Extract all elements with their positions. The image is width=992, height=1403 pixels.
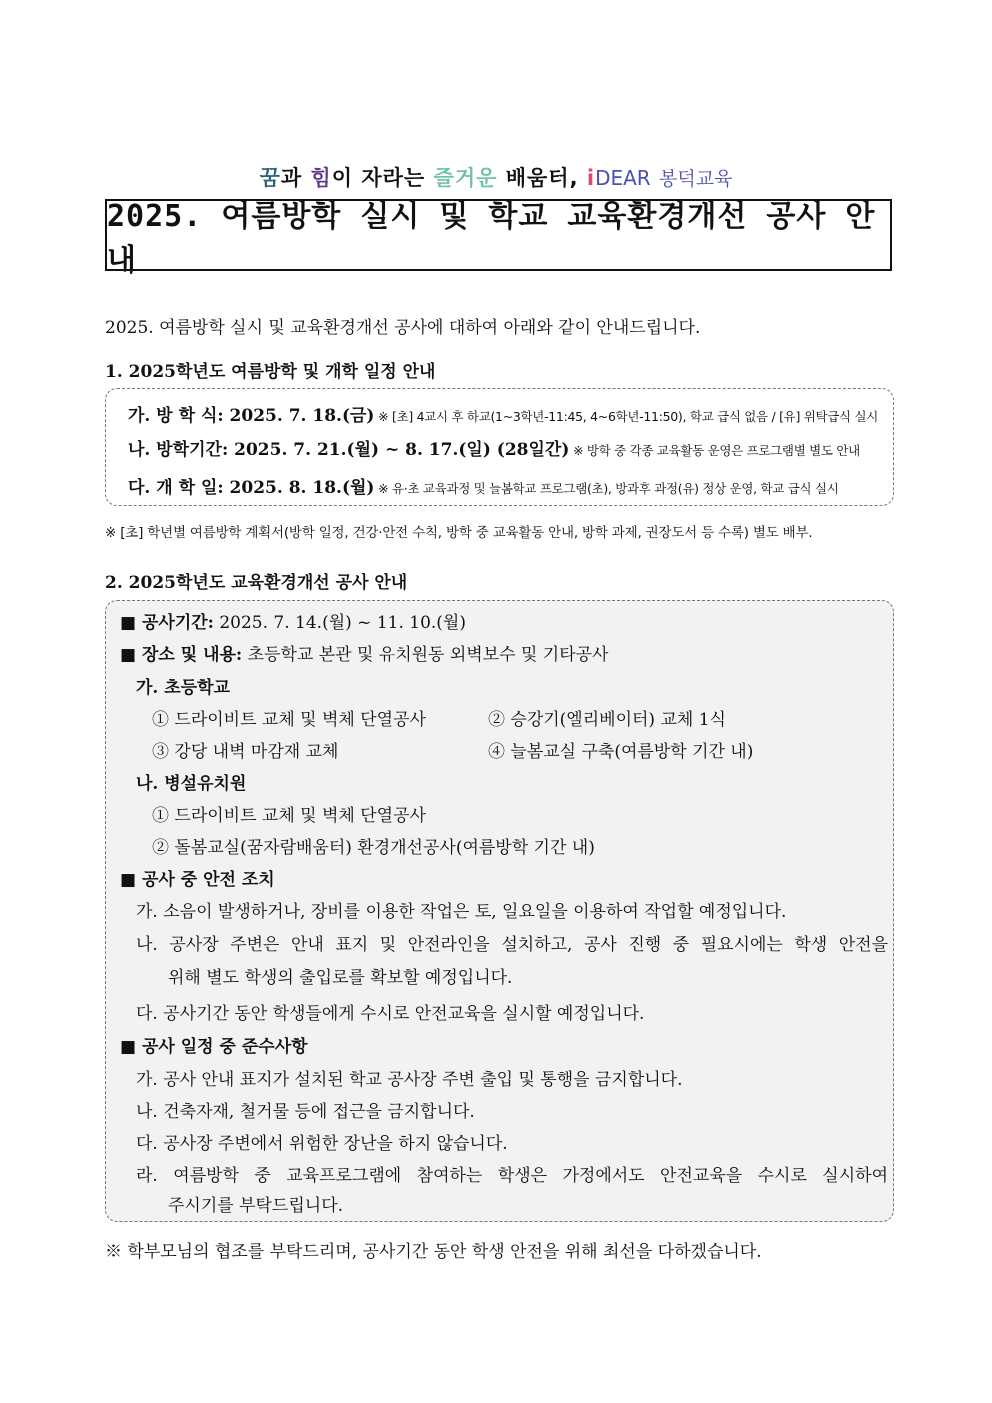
row-note: ※ 방학 중 각종 교육활동 운영은 프로그램별 별도 안내 [569, 443, 860, 458]
elementary-item: ③ 강당 내벽 마감재 교체 [152, 742, 339, 762]
section1-heading: 1. 2025학년도 여름방학 및 개학 일정 안내 [105, 362, 436, 382]
slogan-word-joyful: 즐거운 [433, 166, 498, 190]
row-value: 2025. 8. 18.(월) [223, 478, 375, 498]
rules-item: 나. 건축자재, 철거물 등에 접근을 금지합니다. [136, 1102, 475, 1122]
rules-heading: ■ 공사 일정 중 준수사항 [120, 1037, 308, 1057]
kindergarten-item: ② 돌봄교실(꿈자람배움터) 환경개선공사(여름방학 기간 내) [152, 838, 595, 858]
slogan-text: 배움터, [497, 166, 579, 190]
row-label: 나. 방학기간: [128, 440, 229, 460]
safety-item: 가. 소음이 발생하거나, 장비를 이용한 작업은 토, 일요일을 이용하여 작업할 예정입니다. [136, 902, 787, 922]
rules-item: 가. 공사 안내 표지가 설치된 학교 공사장 주변 출입 및 통행을 금지합니다. [136, 1070, 683, 1090]
construction-place [120, 640, 608, 665]
school-slogan [0, 162, 992, 192]
row-note: ※ 유·초 교육과정 및 늘봄학교 프로그램(초), 방과후 과정(유) 정상 운영, 학교 급식 실시 [374, 481, 839, 496]
kindergarten-item: ① 드라이비트 교체 및 벽체 단열공사 [152, 806, 426, 826]
logo-school-name: 봉덕교육 [659, 168, 733, 190]
period-value: 2025. 7. 14.(월) ~ 11. 10.(월) [213, 613, 466, 633]
row-label: 가. 방 학 식: [128, 406, 224, 426]
schedule-row-opening [128, 473, 839, 498]
elementary-item: ④ 늘봄교실 구축(여름방학 기간 내) [488, 742, 754, 762]
period-label: ■ 공사기간: [120, 613, 214, 633]
closing-note: ※ 학부모님의 협조를 부탁드리며, 공사기간 동안 학생 안전을 위해 최선을 다하겠습니다. [105, 1242, 762, 1262]
schedule-footnote: ※ [초] 학년별 여름방학 계획서(방학 일정, 건강·안전 수칙, 방학 중 교육활동 안내, 방학 과제, 권장도서 등 수록) 별도 배부. [105, 525, 813, 541]
place-label: ■ 장소 및 내용: [120, 645, 243, 665]
schedule-row-period [128, 435, 860, 460]
document-title: 2025. 여름방학 실시 및 학교 교육환경개선 공사 안내 [105, 199, 892, 271]
kindergarten-heading: 나. 병설유치원 [136, 774, 247, 794]
row-value: 2025. 7. 18.(금) [223, 406, 375, 426]
place-value: 초등학교 본관 및 유치원동 외벽보수 및 기타공사 [242, 645, 609, 665]
logo-dear: DEAR [595, 166, 651, 190]
elementary-item: ② 승강기(엘리베이터) 교체 1식 [488, 710, 726, 730]
slogan-word-power: 힘 [310, 166, 332, 190]
logo-i: i [586, 166, 596, 190]
row-value: 2025. 7. 21.(월) ~ 8. 17.(일) (28일간) [228, 440, 570, 460]
slogan-text: 과 [280, 166, 311, 190]
rules-item-continued: 주시기를 부탁드립니다. [168, 1196, 344, 1216]
schedule-row-ceremony [128, 401, 878, 426]
elementary-item: ① 드라이비트 교체 및 벽체 단열공사 [152, 710, 426, 730]
safety-heading: ■ 공사 중 안전 조치 [120, 870, 275, 890]
slogan-word-dream: 꿈 [259, 166, 281, 190]
row-label: 다. 개 학 일: [128, 478, 224, 498]
schedule-box [105, 388, 894, 506]
safety-item: 나. 공사장 주변은 안내 표지 및 안전라인을 설치하고, 공사 진행 중 필요시에는 학생 안전을 [136, 935, 888, 955]
row-note: ※ [초] 4교시 후 하교(1~3학년-11:45, 4~6학년-11:50), 학교 급식 없음 / [유] 위탁급식 실시 [374, 409, 879, 424]
intro-text: 2025. 여름방학 실시 및 교육환경개선 공사에 대하여 아래와 같이 안내드립니다. [105, 318, 701, 338]
rules-item: 다. 공사장 주변에서 위험한 장난을 하지 않습니다. [136, 1134, 508, 1154]
construction-box [105, 600, 894, 1222]
slogan-text: 이 자라는 [331, 166, 434, 190]
elementary-heading: 가. 초등학교 [136, 678, 230, 698]
construction-period [120, 608, 466, 633]
rules-item: 라. 여름방학 중 교육프로그램에 참여하는 학생은 가정에서도 안전교육을 수시로 실시하여 [136, 1166, 888, 1186]
section2-heading: 2. 2025학년도 교육환경개선 공사 안내 [105, 573, 408, 593]
safety-item: 다. 공사기간 동안 학생들에게 수시로 안전교육을 실시할 예정입니다. [136, 1004, 645, 1024]
safety-item-continued: 위해 별도 학생의 출입로를 확보할 예정입니다. [168, 968, 513, 988]
idear-logo [587, 166, 733, 190]
